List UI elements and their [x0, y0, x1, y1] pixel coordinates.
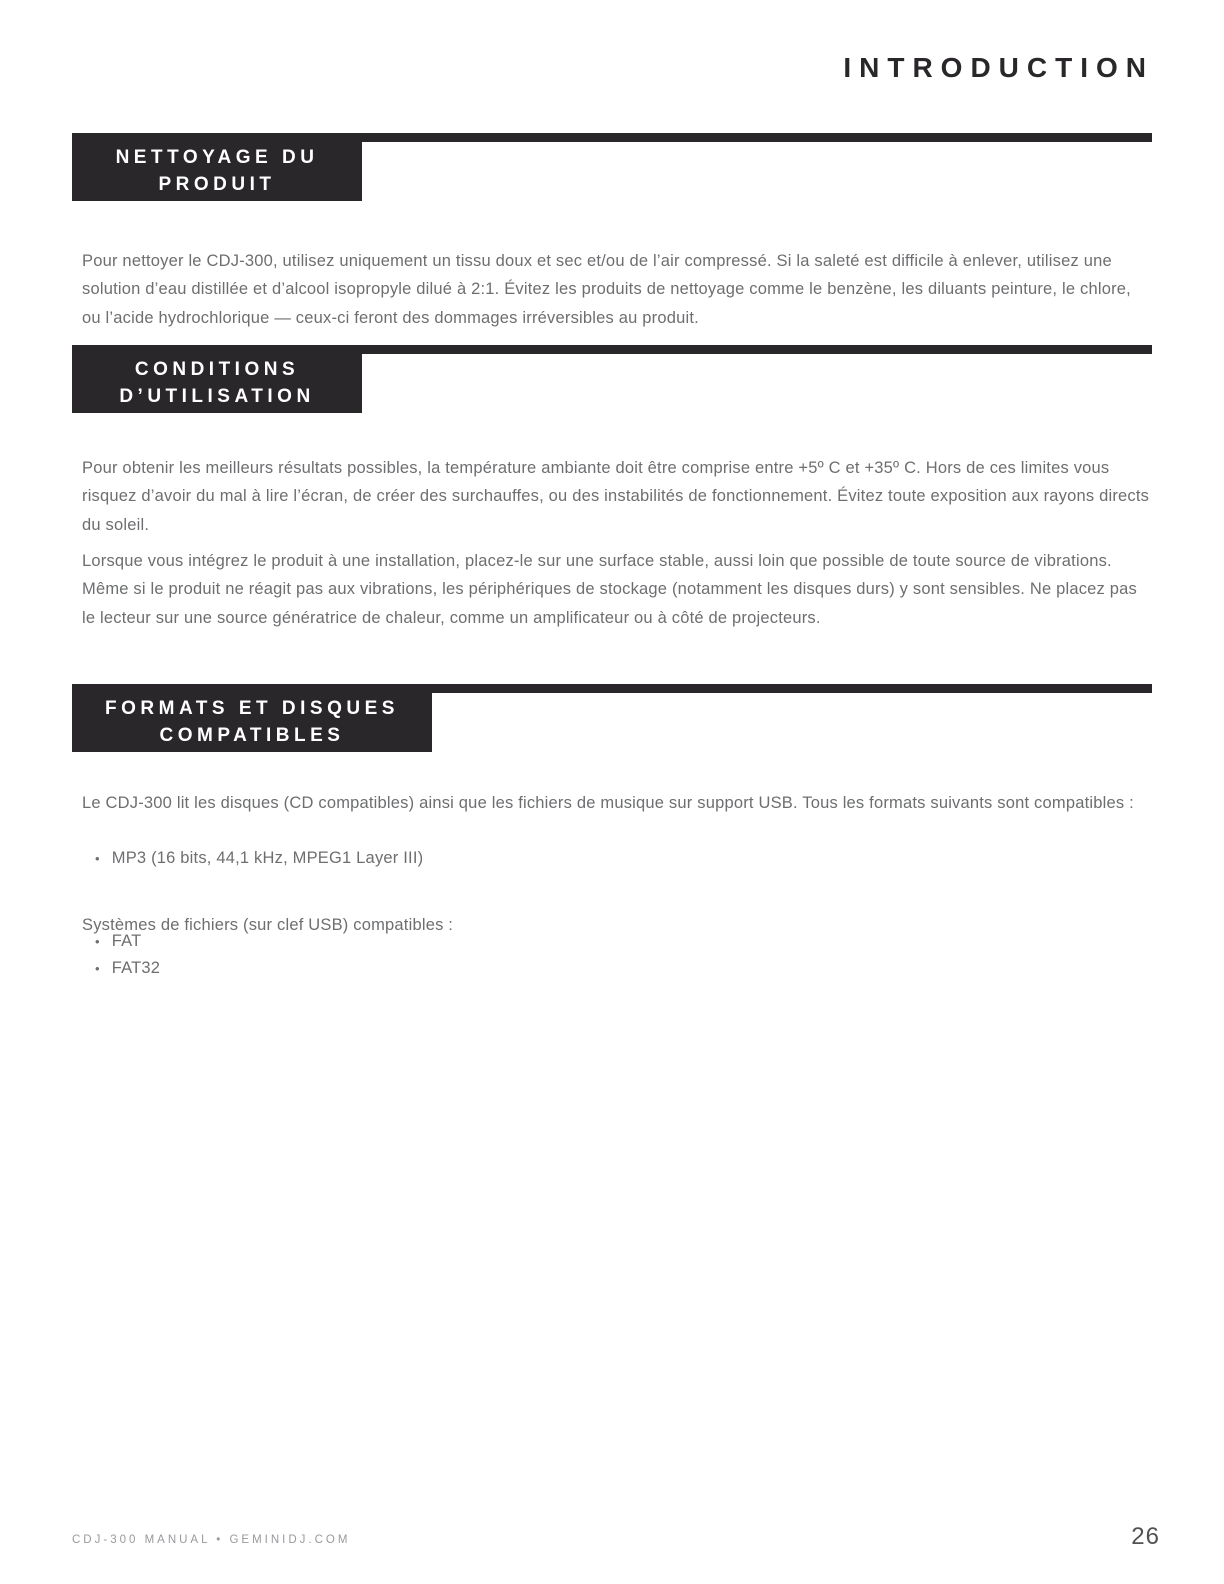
list-item [72, 955, 1150, 982]
section-heading-line: D’UTILISATION [119, 385, 315, 407]
section-header-conditions [72, 345, 1152, 413]
section-header-nettoyage [72, 133, 1152, 201]
page-number: 26 [1131, 1523, 1160, 1550]
paragraph-conditions-2: Lorsque vous intégrez le produit à une installation, placez-le sur une surface stable, aussi loin que possible de toute source de vibrations. Même si le produit ne réagit pas aux vibrations, les périphériques de stockage (notamment les disques durs) y sont sensibles. Ne placez pas le lecteur sur une source génératrice de chaleur, comme un amplificateur ou à côté de projecteurs. [82, 551, 1137, 627]
list-item-label: FAT [111, 932, 142, 950]
bullet-icon: • [95, 961, 100, 976]
page-title: INTRODUCTION [843, 52, 1154, 83]
list-item [72, 845, 1150, 872]
section-heading-box [72, 133, 362, 201]
formats-list [72, 845, 1150, 872]
list-item [72, 928, 1150, 955]
section-header-formats [72, 684, 1152, 752]
list-item-label: MP3 (16 bits, 44,1 kHz, MPEG1 Layer III) [111, 849, 424, 867]
section-heading-line: FORMATS ET DISQUES [105, 697, 399, 719]
section-heading-box [72, 345, 362, 413]
filesystems-list [72, 928, 1150, 982]
section-heading-box [72, 684, 432, 752]
bullet-icon: • [95, 851, 100, 866]
paragraph-nettoyage: Pour nettoyer le CDJ-300, utilisez uniquement un tissu doux et sec et/ou de l’air compressé. Si la saleté est difficile à enlever, utilisez une solution d’eau distillée et d’alcool isopropyle dilué à 2:1. Évitez les produits de nettoyage comme le benzène, les diluants peinture, le chlore, ou l’acide hydrochlorique — ceux-ci feront des dommages irréversibles au produit. [82, 251, 1131, 327]
paragraph-conditions-1: Pour obtenir les meilleurs résultats possibles, la température ambiante doit être comprise entre +5º C et +35º C. Hors de ces limites vous risquez d’avoir du mal à lire l’écran, de créer des surchauffes, ou des instabilités de fonctionnement. Évitez toute exposition aux rayons directs du soleil. [82, 458, 1150, 534]
section-heading-line: PRODUIT [158, 173, 276, 195]
paragraph-filesystems-intro: Systèmes de fichiers (sur clef USB) compatibles : [82, 915, 454, 934]
list-item-label: FAT32 [111, 959, 161, 977]
section-heading-line: NETTOYAGE DU [115, 146, 319, 168]
section-heading-line: COMPATIBLES [159, 724, 345, 746]
footer-text: CDJ-300 MANUAL • GEMINIDJ.COM [72, 1534, 351, 1546]
bullet-icon: • [95, 934, 100, 949]
paragraph-formats-intro: Le CDJ-300 lit les disques (CD compatibles) ainsi que les fichiers de musique sur support USB. Tous les formats suivants sont compatibles : [82, 793, 1134, 812]
section-heading-line: CONDITIONS [134, 358, 300, 380]
